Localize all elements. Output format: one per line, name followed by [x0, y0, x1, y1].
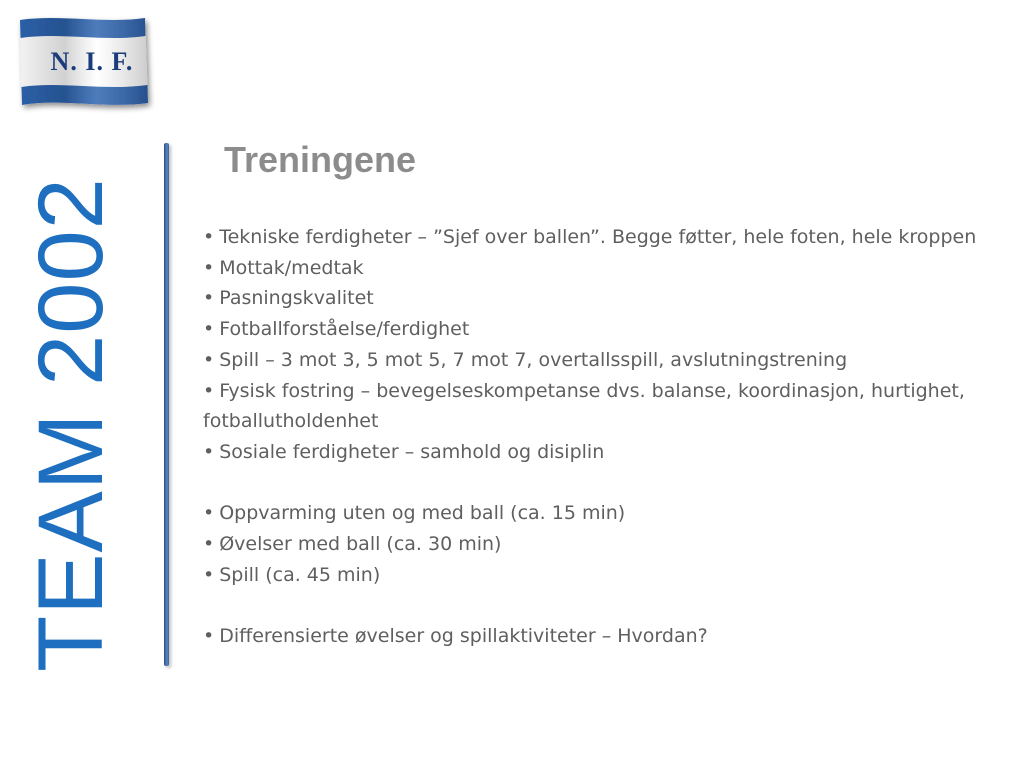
bullet-dot: • — [203, 625, 215, 648]
bullet-item — [203, 621, 983, 652]
bullet-dot: • — [203, 287, 215, 310]
bullet-item — [203, 345, 983, 376]
slide-title: Treningene — [224, 139, 417, 180]
bullet-text: Mottak/medtak — [219, 256, 364, 279]
bullet-item — [203, 376, 983, 437]
bullet-item — [203, 529, 983, 560]
bullet-group-training-goals — [203, 222, 983, 468]
team-label: TEAM 2002 — [20, 177, 122, 672]
bullet-item — [203, 283, 983, 314]
bullet-dot: • — [203, 256, 215, 279]
bullet-dot: • — [203, 502, 215, 525]
bullet-dot: • — [203, 348, 215, 371]
bullet-dot: • — [203, 440, 215, 463]
bullet-dot: • — [203, 563, 215, 586]
bullet-item — [203, 253, 983, 284]
bullet-text: Pasningskvalitet — [219, 287, 374, 310]
bullet-item — [203, 498, 983, 529]
bullet-text: Øvelser med ball (ca. 30 min) — [219, 533, 502, 556]
bullet-text: Sosiale ferdigheter – samhold og disiplin — [219, 440, 605, 463]
bullet-text: Fotballforståelse/ferdighet — [219, 318, 470, 341]
bullet-text: Fysisk fostring – bevegelseskompetanse dvs. balanse, koordinasjon, hurtighet, fotballutholdenhet — [203, 379, 965, 433]
spacer — [203, 590, 983, 621]
bullet-item — [203, 437, 983, 468]
bullet-text: Spill (ca. 45 min) — [219, 563, 381, 586]
bullet-dot: • — [203, 226, 215, 248]
bullet-group-differentiation — [203, 621, 983, 652]
spacer — [203, 468, 983, 499]
club-logo — [10, 10, 160, 115]
bullet-dot: • — [203, 318, 215, 341]
bullet-item — [203, 314, 983, 345]
bullet-text: Differensierte øvelser og spillaktiviteter – Hvordan? — [219, 625, 708, 648]
slide-body — [203, 222, 983, 652]
bullet-dot: • — [203, 379, 215, 402]
vertical-divider — [164, 143, 169, 666]
bullet-text: Tekniske ferdigheter – ”Sjef over ballen”. Begge føtter, hele foten, hele kroppen — [219, 226, 977, 248]
bullet-text: Oppvarming uten og med ball (ca. 15 min) — [219, 502, 626, 525]
bullet-text: Spill – 3 mot 3, 5 mot 5, 7 mot 7, overtallsspill, avslutningstrening — [219, 348, 848, 371]
bullet-item — [203, 222, 983, 253]
bullet-dot: • — [203, 533, 215, 556]
bullet-group-session-plan — [203, 498, 983, 590]
bullet-item — [203, 560, 983, 591]
logo-text: N. I. F. — [50, 47, 134, 76]
